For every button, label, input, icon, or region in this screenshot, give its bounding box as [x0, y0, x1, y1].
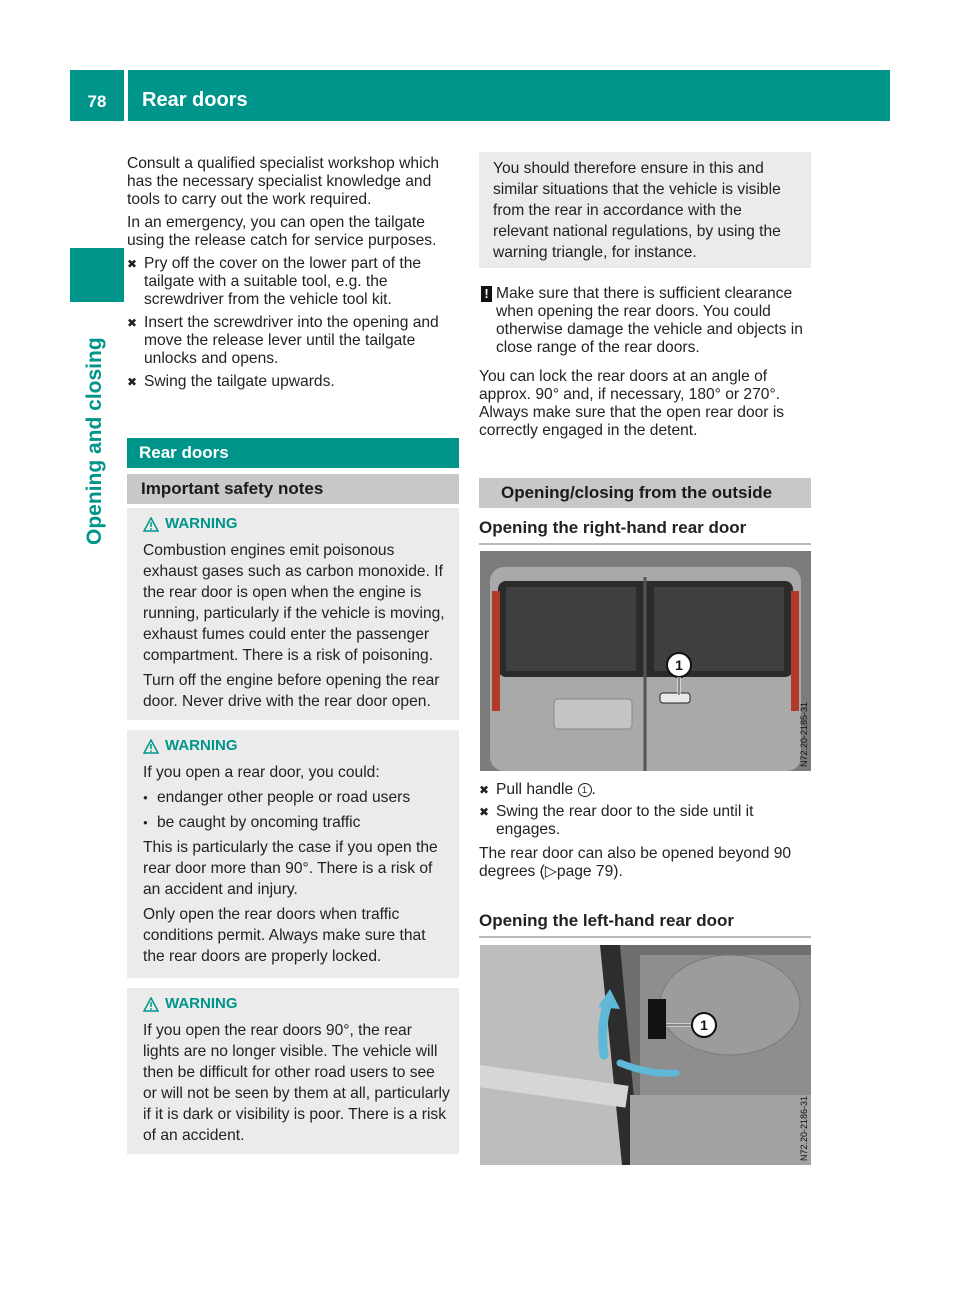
side-tab-marker: [70, 248, 124, 302]
lock-paragraph: You can lock the rear doors at an angle of approx. 90° and, if necessary, 180° or 270°. Always make sure that the open rear door is correctly engaged in the detent.: [479, 368, 785, 439]
warning-text: Turn off the engine before opening the rear door. Never drive with the rear door open.: [143, 672, 440, 710]
warning-box: [127, 730, 459, 978]
left-column: [127, 155, 459, 391]
step-arrow-icon: ✖: [479, 783, 490, 797]
side-tab-label: Opening and closing: [83, 337, 106, 545]
warning-label: WARNING: [165, 995, 238, 1012]
callout-number: 1: [578, 783, 592, 797]
intro-paragraph: In an emergency, you can open the tailgate using the release catch for service purposes.: [127, 214, 437, 249]
caution-icon: !: [481, 286, 492, 302]
warning-bullet: ● be caught by oncoming traffic: [143, 812, 451, 833]
note-box: [479, 152, 811, 268]
step-arrow-icon: ✖: [127, 257, 138, 271]
figure-left-door: [480, 945, 811, 1165]
subsection-heading-safety-notes: Important safety notes: [127, 474, 459, 504]
warning-text: This is particularly the case if you open the rear door more than 90°. There is a risk of an accident and injury.: [143, 839, 438, 898]
warning-label: WARNING: [165, 737, 238, 754]
warning-header: [143, 994, 451, 1014]
warning-label: WARNING: [165, 515, 238, 532]
step-item: ✖ Insert the screwdriver into the opening and move the release lever until the tailgate unlocks and opens.: [127, 314, 439, 367]
figure-right-door: [480, 551, 811, 771]
figure-callout-1: 1: [700, 1017, 708, 1033]
figure-code: N72.20-2185-31: [799, 701, 809, 767]
step-item: ✖ Swing the rear door to the side until it engages.: [479, 803, 754, 838]
warning-triangle-icon: [143, 739, 159, 754]
warning-text: Combustion engines emit poisonous exhaust gases such as carbon monoxide. If the rear door is open when the engine is running, particularly if the vehicle is moving, exhaust fumes could enter the passenger compartment. There is a risk of poisoning.: [143, 542, 445, 664]
warning-text: If you open a rear door, you could:: [143, 764, 380, 781]
warning-bullet: ● endanger other people or road users: [143, 787, 451, 808]
warning-header: [143, 514, 451, 534]
warning-triangle-icon: [143, 997, 159, 1012]
warning-box: [127, 508, 459, 720]
step-arrow-icon: ✖: [127, 316, 138, 330]
figure-callout-1: 1: [675, 657, 683, 673]
heading-left-door: Opening the left-hand rear door: [479, 910, 811, 938]
intro-paragraph: Consult a qualified specialist workshop which has the necessary specialist knowledge and tools to carry out the work required.: [127, 155, 440, 208]
beyond-paragraph: The rear door can also be opened beyond 90 degrees (▷page 79).: [479, 845, 792, 880]
caution-text: Make sure that there is sufficient clearance when opening the rear doors. You could otherwise damage the vehicle and objects in close range of the rear doors.: [496, 285, 803, 356]
right-steps: [479, 781, 811, 881]
section-heading-rear-doors: Rear doors: [127, 438, 459, 468]
figure-code: N72.20-2186-31: [799, 1095, 809, 1161]
van-left-door-image: [480, 945, 811, 1165]
page-title: Rear doors: [142, 89, 248, 111]
note-text: You should therefore ensure in this and similar situations that the vehicle is visible from the rear in accordance with the relevant national regulations, by using the warning triangle, for instance.: [493, 160, 781, 261]
warning-text: Only open the rear doors when traffic conditions permit. Always make sure that the rear doors are properly locked.: [143, 906, 426, 965]
warning-text: If you open the rear doors 90°, the rear lights are no longer visible. The vehicle will then be difficult for other road users to see or will not be seen by them at all, particularly if it is dark or visibility is poor. There is a risk of an accident.: [143, 1022, 450, 1144]
warning-box: [127, 988, 459, 1154]
step-item: ✖ Pry off the cover on the lower part of the tailgate with a suitable tool, e.g. the screwdriver from the vehicle tool kit.: [127, 255, 422, 308]
page-reference-arrow-icon: ▷: [544, 863, 557, 880]
subsection-heading-outside: Opening/closing from the outside: [479, 478, 811, 508]
warning-triangle-icon: [143, 517, 159, 532]
step-item: ✖ Swing the tailgate upwards.: [127, 373, 335, 390]
caution-notice: [479, 285, 811, 357]
warning-header: [143, 736, 451, 756]
step-arrow-icon: ✖: [127, 375, 138, 389]
step-item: ✖ Pull handle 1 .: [479, 781, 596, 798]
van-rear-doors-image: [480, 551, 811, 771]
heading-right-door: Opening the right-hand rear door: [479, 517, 811, 545]
page-number: 78: [87, 92, 107, 111]
page-reference-link[interactable]: page 79: [556, 863, 614, 880]
step-arrow-icon: ✖: [479, 805, 490, 819]
